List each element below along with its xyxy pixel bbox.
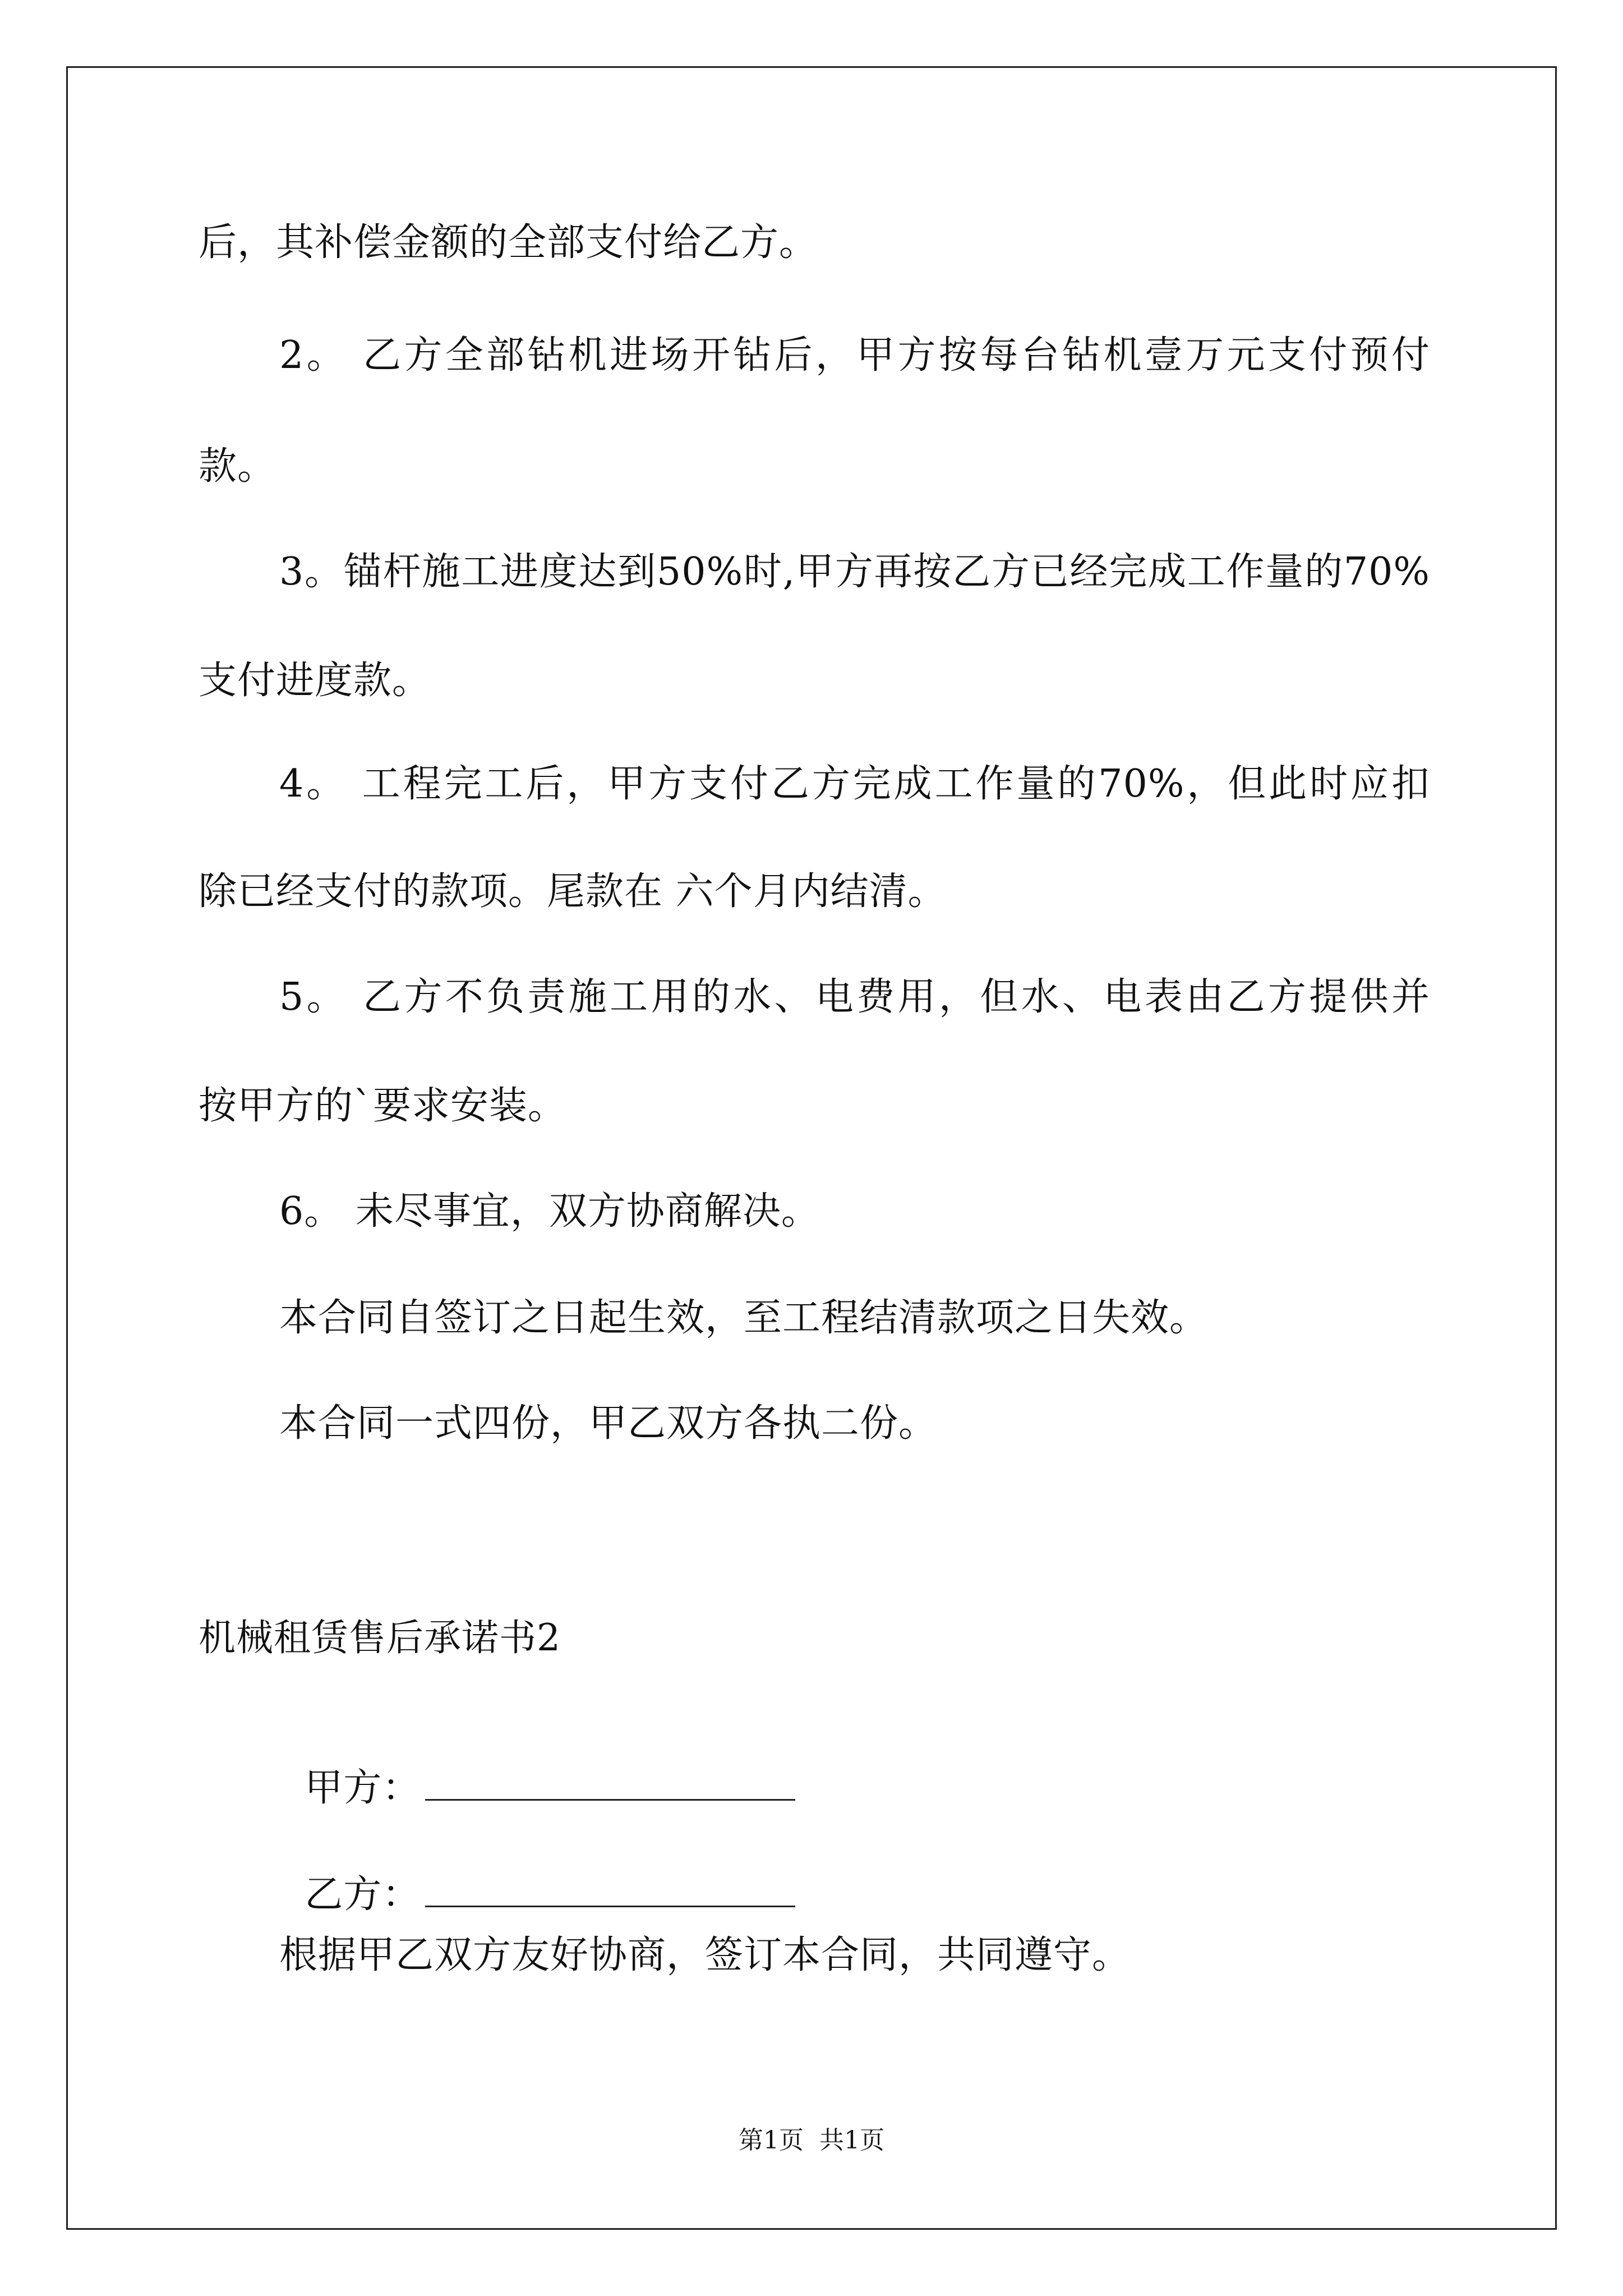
party-b-field — [279, 1828, 795, 1917]
page-number-footer: 第1页 共1页 — [739, 2126, 884, 2155]
clause-3-line-2: 支付进度款。 — [199, 659, 431, 703]
clause-4-line-2: 除已经支付的款项。尾款在 六个月内结清。 — [199, 869, 947, 914]
clause-5-line-2: 按甲方的`要求安装。 — [199, 1084, 567, 1128]
party-a-label: 甲方： — [305, 1766, 421, 1810]
section-title: 机械租赁售后承诺书2 — [199, 1616, 561, 1659]
party-b-label: 乙方： — [305, 1872, 421, 1917]
clause-2-line-2: 款。 — [199, 444, 276, 489]
clause-4-line-1: 4。 工程完工后，甲方支付乙方完成工作量的70%，但此时应扣 — [279, 762, 1430, 806]
clause-6: 6。 未尽事宜，双方协商解决。 — [279, 1189, 820, 1234]
paragraph-line-1: 后，其补偿金额的全部支付给乙方。 — [199, 220, 818, 265]
copies-clause: 本合同一式四份，甲乙双方各执二份。 — [279, 1401, 938, 1446]
agreement-intro: 根据甲乙双方友好协商，签订本合同，共同遵守。 — [279, 1933, 1131, 1977]
clause-2-line-1: 2。 乙方全部钻机进场开钻后，甲方按每台钻机壹万元支付预付 — [279, 333, 1430, 378]
clause-3-line-1: 3。锚杆施工进度达到50%时,甲方再按乙方已经完成工作量的70% — [279, 550, 1430, 594]
effective-clause: 本合同自签订之日起生效，至工程结清款项之日失效。 — [279, 1296, 1209, 1340]
clause-5-line-1: 5。 乙方不负责施工用的水、电费用，但水、电表由乙方提供并 — [279, 975, 1430, 1019]
party-a-field — [279, 1721, 795, 1811]
party-b-blank-line — [425, 1878, 795, 1907]
party-a-blank-line — [425, 1771, 795, 1801]
